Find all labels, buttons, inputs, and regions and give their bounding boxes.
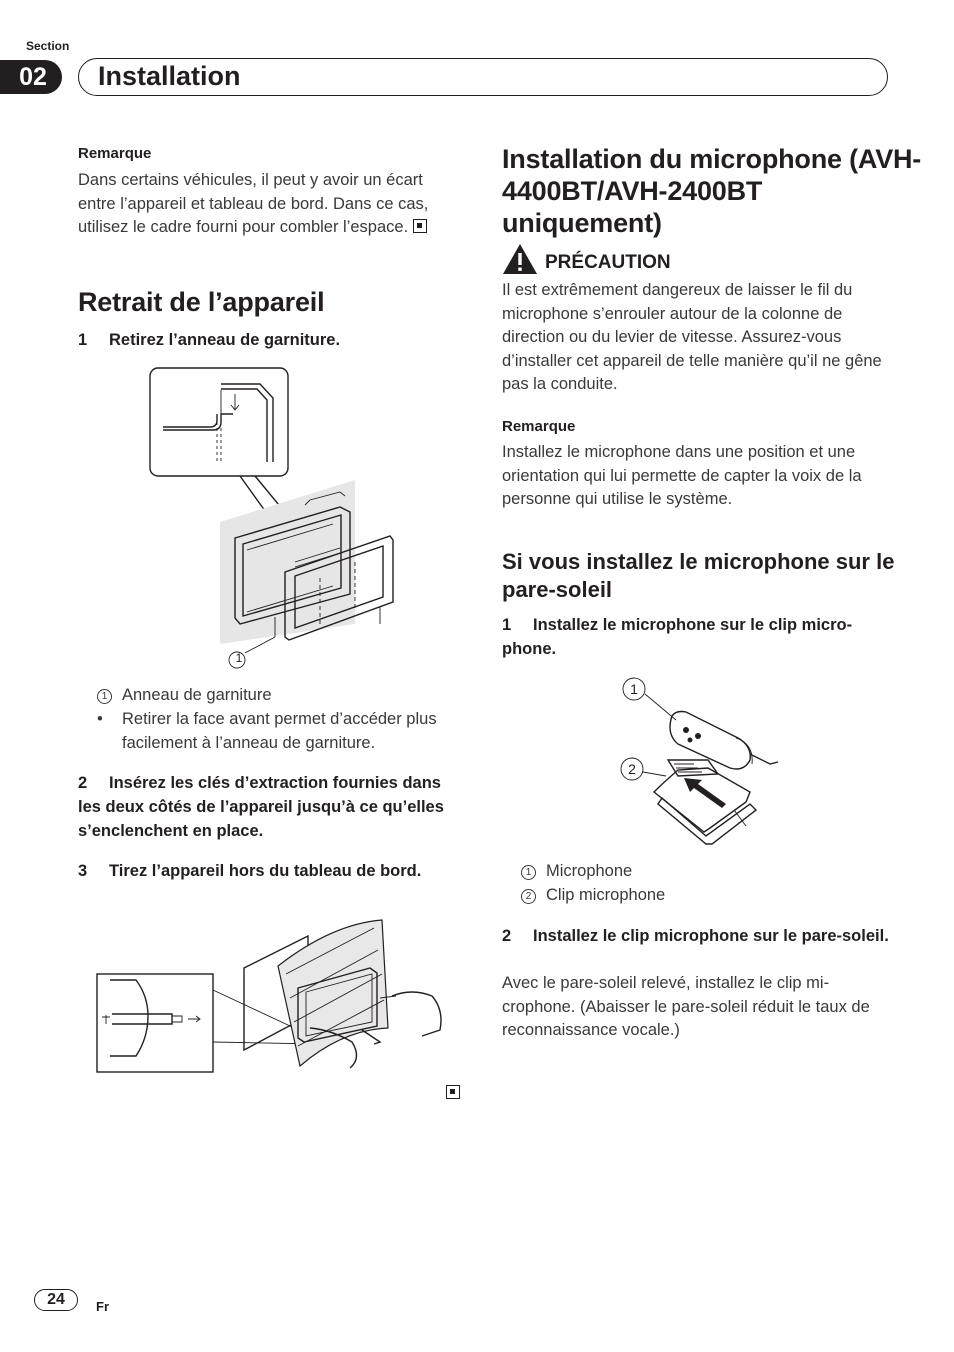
figure-end-mark	[446, 1085, 460, 1103]
right-step-2-number: 2	[502, 927, 512, 945]
right-legend-1	[521, 860, 632, 884]
right-legend-2	[521, 884, 665, 908]
microphone-cable	[750, 754, 778, 764]
trim-ring-illustration	[145, 362, 405, 678]
removal-title: Retrait de l’appareil	[78, 287, 325, 317]
end-mark-icon	[446, 1085, 460, 1099]
right-step-2-body: Avec le pare-soleil relevé, installez le clip mi-crophone. (Abaisser le pare-soleil réduit le taux de reconnaissance vocale.)	[502, 974, 870, 1039]
left-step-3	[78, 859, 463, 883]
left-step-3-number: 3	[78, 862, 88, 880]
microphone-title: Installation du microphone (AVH-4400BT/AVH-2400BT uniquement)	[502, 144, 922, 238]
left-note-text	[78, 169, 458, 240]
left-legend-1	[97, 684, 272, 708]
right-legend-1-number: 1	[521, 865, 536, 880]
right-callout-number-2: 2	[628, 761, 636, 777]
left-step-1-number: 1	[78, 331, 88, 349]
section-label: Section	[26, 39, 70, 53]
right-step-1	[502, 613, 894, 661]
right-step-2	[502, 924, 894, 948]
left-step-1	[78, 328, 458, 352]
right-callout-number-1: 1	[630, 681, 638, 697]
microphone-clip-illustration	[614, 672, 780, 848]
left-step-2	[78, 771, 463, 843]
detail-arrow-icon	[231, 394, 239, 410]
left-legend-1-number: 1	[97, 689, 112, 704]
right-step-1-number: 1	[502, 616, 512, 634]
left-callout-number: 1	[235, 651, 243, 665]
section-title: Installation	[98, 61, 241, 91]
right-step-2-text: Installez le clip microphone sur le pare-soleil.	[533, 927, 889, 945]
left-step-2-number: 2	[78, 774, 88, 792]
left-bullet	[97, 708, 462, 755]
left-step-2-text: Insérez les clés d’extraction fournies dans les deux côtés de l’appareil jusqu’à ce qu’elles s’enclenchent en place.	[78, 774, 444, 840]
insert-arrow-icon	[684, 778, 726, 808]
page-number: 24	[34, 1289, 78, 1311]
warning-triangle-icon	[502, 243, 538, 275]
bullet-marker: •	[97, 710, 103, 728]
left-note-body: Dans certains véhicules, il peut y avoir un écart entre l’appareil et tableau de bord. Dans ce cas, utilisez le cadre fourni pour combler l’espace.	[78, 171, 429, 236]
language-code: Fr	[96, 1299, 109, 1314]
left-legend-1-text: Anneau de garniture	[122, 686, 272, 704]
pull-arrow-icon	[362, 1030, 380, 1044]
left-step-1-text: Retirez l’anneau de garniture.	[109, 331, 341, 349]
key-detail-box	[97, 974, 213, 1072]
right-legend-2-text: Clip microphone	[546, 886, 666, 904]
right-legend-2-number: 2	[521, 889, 536, 904]
extraction-illustration	[92, 918, 460, 1078]
right-note-text: Installez le microphone dans une position et une orientation qui lui permette de capter la voix de la personne qui utilise le système.	[502, 443, 862, 508]
end-mark-icon	[413, 219, 427, 233]
right-legend-1-text: Microphone	[546, 862, 633, 880]
right-note-heading: Remarque	[502, 418, 576, 435]
left-step-3-text: Tirez l’appareil hors du tableau de bord.	[109, 862, 422, 880]
caution-text: Il est extrêmement dangereux de laisser le fil du microphone s’enrouler autour de la colonne de direction ou du levier de vitesse. Assurez-vous d’installer cet appareil de telle manière qu’il ne gêne pas la conduite.	[502, 281, 882, 393]
left-bullet-text: Retirer la face avant permet d’accéder plus facilement à l’anneau de garniture.	[122, 710, 437, 752]
sun-visor-subtitle: Si vous installez le microphone sur le pare-soleil	[502, 549, 895, 602]
caution-header	[502, 243, 671, 275]
left-note-heading: Remarque	[78, 145, 152, 162]
detail-arrow-icon	[188, 1016, 200, 1022]
microphone-clip	[654, 768, 750, 832]
right-step-1-text: Installez le microphone sur le clip micro-phone.	[502, 616, 853, 658]
section-number: 02	[0, 60, 62, 94]
caution-heading: PRÉCAUTION	[545, 252, 671, 273]
